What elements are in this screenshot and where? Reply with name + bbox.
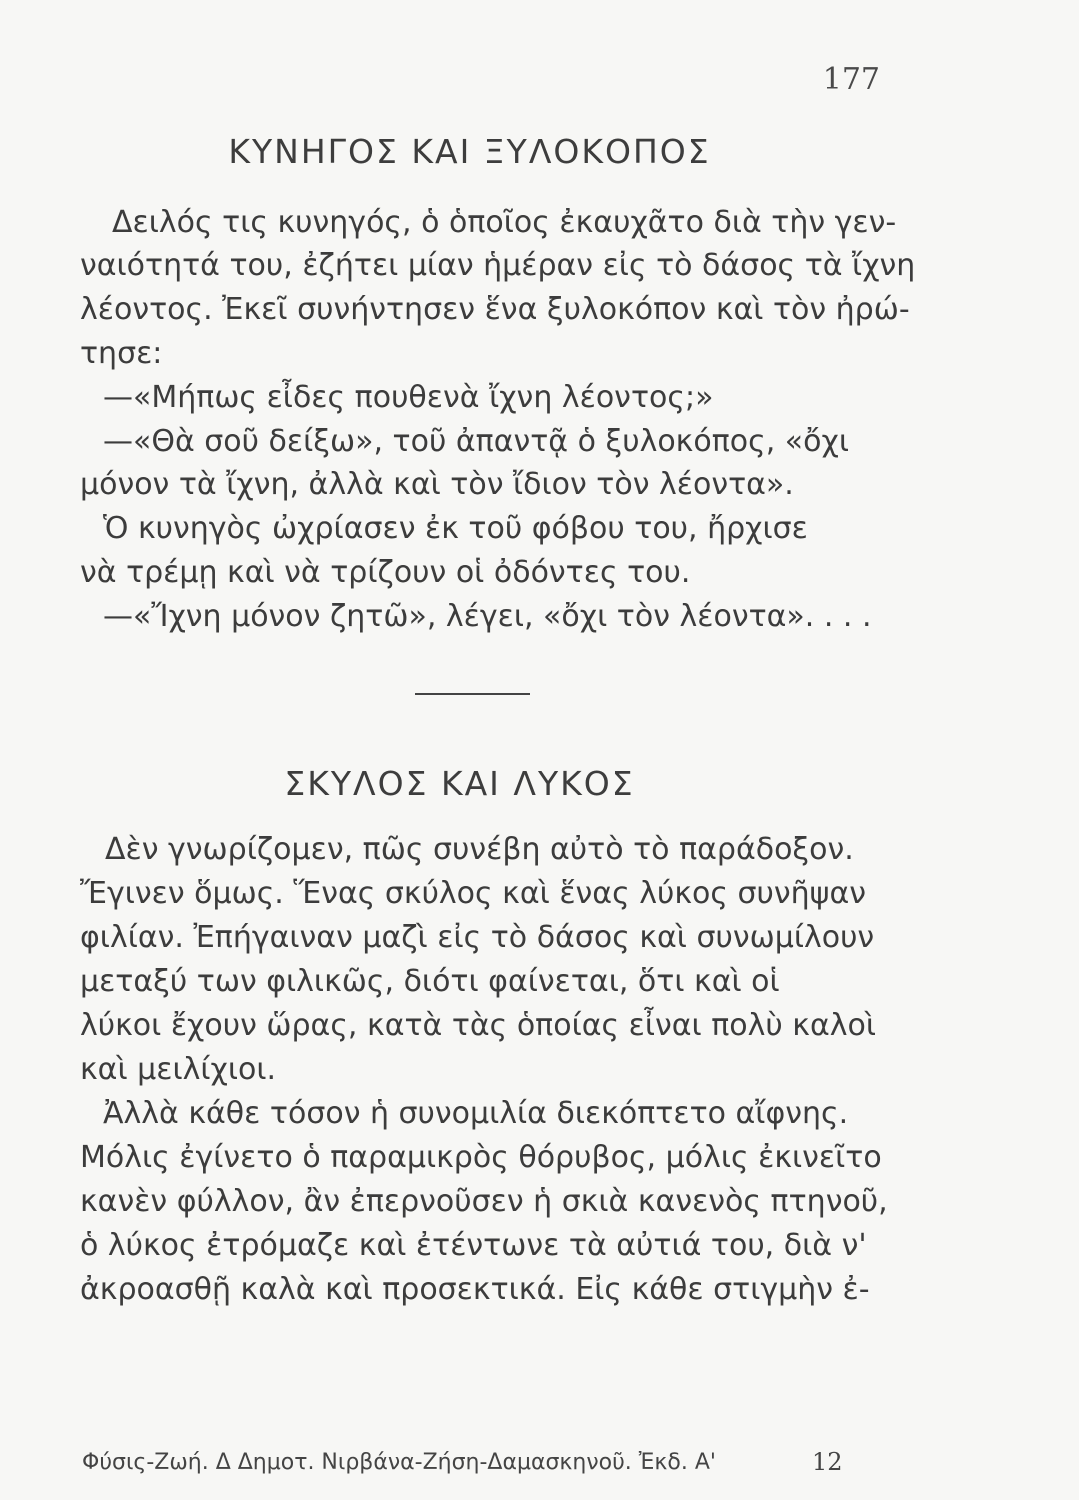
story1-line-10: —«Ἴχνη μόνον ζητῶ», λέγει, «ὄχι τὸν λέοντα». . . . [103,599,872,634]
section-separator [415,693,530,695]
story2-line-4: μεταξύ των φιλικῶς, διότι φαίνεται, ὅτι καὶ οἱ [80,964,780,999]
story1-line-9: νὰ τρέμῃ καὶ νὰ τρίζουν οἱ ὀδόντες του. [80,555,691,590]
story1-line-2: ναιότητά του, ἐζήτει μίαν ἡμέραν εἰς τὸ δάσος τὰ ἴχνη [80,248,916,283]
story1-line-4: τησε: [80,336,163,371]
story2-line-10: ὁ λύκος ἐτρόμαζε καὶ ἐτέντωνε τὰ αὐτιά του, διὰ ν' [80,1228,867,1263]
story2-line-9: κανὲν φύλλον, ἂν ἐπερνοῦσεν ἡ σκιὰ κανενὸς πτηνοῦ, [80,1184,888,1219]
story1-line-6: —«Θὰ σοῦ δείξω», τοῦ ἀπαντᾷ ὁ ξυλοκόπος, «ὄχι [103,424,850,459]
footer-sheet-number: 12 [812,1448,843,1476]
story2-line-2: Ἔγινεν ὅμως. Ἕνας σκύλος καὶ ἕνας λύκος συνῆψαν [80,876,866,911]
story1-line-7: μόνον τὰ ἴχνη, ἀλλὰ καὶ τὸν ἴδιον τὸν λέοντα». [80,467,794,502]
story2-line-3: φιλίαν. Ἐπήγαιναν μαζὶ εἰς τὸ δάσος καὶ συνωμίλουν [80,920,875,955]
footer-publication-info: Φύσις-Ζωή. Δ Δημοτ. Νιρβάνα-Ζήση-Δαμασκηνοῦ. Ἐκδ. Α' [82,1450,716,1475]
story2-line-5: λύκοι ἔχουν ὥρας, κατὰ τὰς ὁποίας εἶναι πολὺ καλοὶ [80,1008,877,1043]
story-title-dog-wolf: ΣΚΥΛΟΣ ΚΑΙ ΛΥΚΟΣ [284,764,635,803]
story-title-hunter-woodcutter: ΚΥΝΗΓΟΣ ΚΑΙ ΞΥΛΟΚΟΠΟΣ [228,132,711,171]
story2-line-8: Μόλις ἐγίνετο ὁ παραμικρὸς θόρυβος, μόλις ἐκινεῖτο [80,1140,882,1175]
story2-line-1: Δὲν γνωρίζομεν, πῶς συνέβη αὐτὸ τὸ παράδοξον. [105,832,854,867]
story1-line-3: λέοντος. Ἐκεῖ συνήντησεν ἕνα ξυλοκόπον καὶ τὸν ἠρώ- [80,292,910,327]
story2-line-6: καὶ μειλίχιοι. [80,1052,277,1087]
story2-line-11: ἀκροασθῇ καλὰ καὶ προσεκτικά. Εἰς κάθε στιγμὴν ἐ- [80,1272,870,1307]
story1-line-1: Δειλός τις κυνηγός, ὁ ὁποῖος ἐκαυχᾶτο διὰ τὴν γεν- [112,205,897,240]
story2-line-7: Ἀλλὰ κάθε τόσον ἡ συνομιλία διεκόπτετο αἴφνης. [103,1096,849,1131]
story1-line-8: Ὁ κυνηγὸς ὠχρίασεν ἐκ τοῦ φόβου του, ἤρχισε [103,511,808,546]
page-number: 177 [822,62,880,97]
story1-line-5: —«Μήπως εἶδες πουθενὰ ἴχνη λέοντος;» [103,380,714,415]
